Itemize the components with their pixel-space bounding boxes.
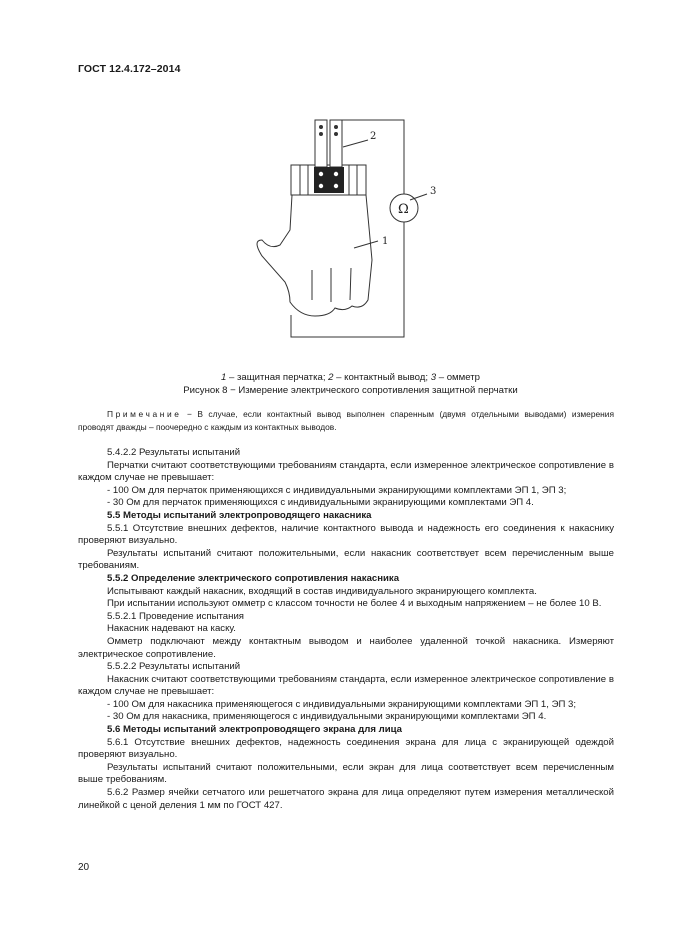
figure-caption: Рисунок 8 − Измерение электрического сопротивления защитной перчатки [183,385,518,396]
paragraph: - 100 Ом для перчаток применяющихся с индивидуальными экранирующими комплектами ЭП 1, ЭП 3; [107,484,567,496]
document-header: ГОСТ 12.4.172–2014 [78,63,181,75]
paragraph: При испытании используют омметр с классом точности не более 4 и выходным напряжением – не более 10 В. [107,598,602,610]
note [78,408,614,434]
note-label: Примечание [107,409,182,419]
paragraph: - 30 Ом для перчаток применяющихся с индивидуальными экранирующими комплектами ЭП 4. [107,497,534,509]
ohm-symbol: Ω [398,202,409,217]
paragraph: Результаты испытаний считают положительными, если накасник соответствует всем перечисленным выше требованиям. [78,547,614,572]
paragraph: 5.6.2 Размер ячейки сетчатого или решетчатого экрана для лица определяют путем измерения металлической линейкой с ценой деления 1 мм по ГОСТ 427. [78,787,614,811]
paragraph: Накасник считают соответствующими требованиям стандарта, если измеренное электрическое сопротивление в каждом случае не превышает: [78,673,614,698]
glove-resistance-figure [225,108,437,348]
paragraph: - 100 Ом для накасника применяющегося с индивидуальными экранирующими комплектами ЭП 1, ЭП 3; [107,698,577,710]
paragraph: 5.4.2.2 Результаты испытаний [107,447,241,458]
paragraph: 5.5.2.1 Проведение испытания [107,610,244,622]
figure-legend: 1 – защитная перчатка; 2 – контактный вывод; 3 – омметр [221,372,480,383]
label-2: 2 [370,131,377,142]
section-heading: 5.5 Методы испытаний электропроводящего накасника [107,509,372,521]
paragraph: - 30 Ом для накасника, применяющегося с индивидуальными экранирующими комплектами ЭП 4. [107,711,547,723]
glove-outline [257,195,372,316]
paragraph: Омметр подключают между контактным выводом и наиболее удаленной точкой накасника. Измеряют электрическое сопротивление. [78,635,614,660]
paragraph: Перчатки считают соответствующими требованиям стандарта, если измеренное электрическое сопротивление в каждом случае не превышает: [78,459,614,484]
paragraph: 5.5.2.2 Результаты испытаний [107,661,241,673]
paragraph: Испытывают каждый накасник, входящий в состав индивидуального экранирующего комплекта. [107,585,537,597]
label-1: 1 [382,236,389,247]
paragraph: 5.6.1 Отсутствие внешних дефектов, надежность соединения экрана для лица с экранирующей одеждой проверяют визуально. [78,736,614,761]
section-heading: 5.5.2 Определение электрического сопротивления накасника [107,572,400,584]
body-text [78,447,614,812]
paragraph: Накасник надевают на каску. [107,623,236,635]
paragraph: Результаты испытаний считают положительными, если экран для лица соответствует всем перечисленным выше требованиям. [78,761,614,786]
section-heading: 5.6 Методы испытаний электропроводящего экрана для лица [107,724,402,736]
label-3: 3 [430,186,437,197]
paragraph: 5.5.1 Отсутствие внешних дефектов, наличие контактного вывода и надежность его соединения к накаснику проверяют визуально. [78,522,614,547]
page-number: 20 [78,862,90,873]
note-text: − В случае, если контактный вывод выполнен спаренным (двумя отдельными выводами) измерения проводят дважды – поочередно с каждым из контактных выводов. [78,409,614,432]
